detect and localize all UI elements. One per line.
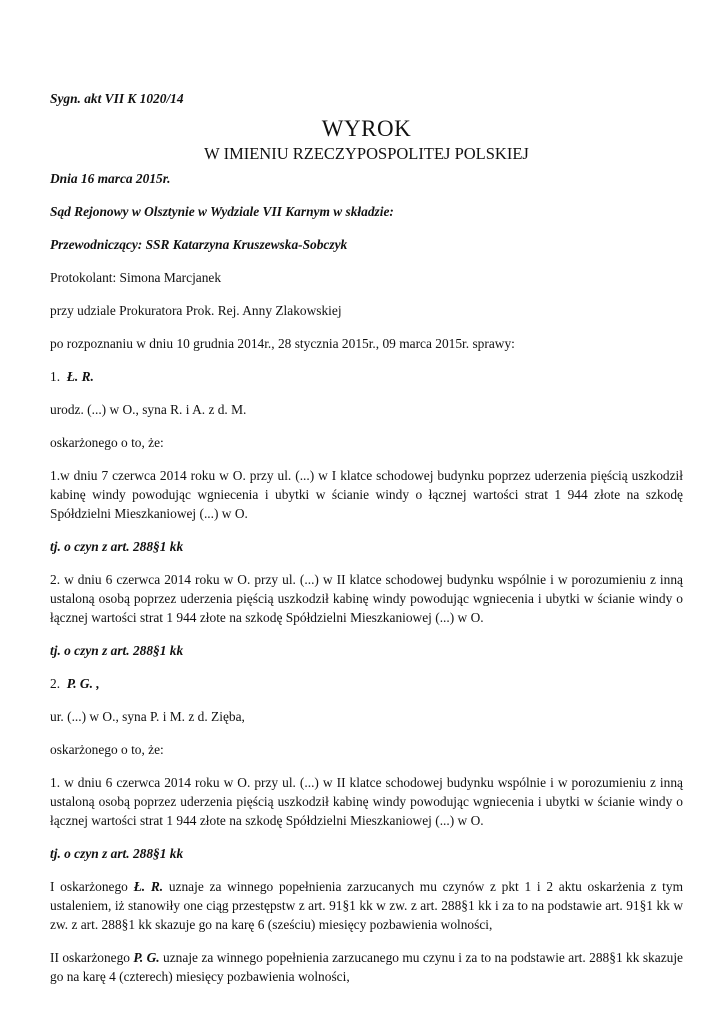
defendant-2-name: P. G. , — [66, 676, 100, 691]
defendant-2-charge-1: 1. w dniu 6 czerwca 2014 roku w O. przy ul. (...) w II klatce schodowej budynku wspólnie i w porozumieniu z inną ustaloną osobą poprzez uderzenia pięścią uszkodził kabinę windy powodując wgniecenia i ubytki w ścianie windy o łącznej wartości strat 1 944 złote na szkodę Spółdzielni Mieszkaniowej (...) w O. — [50, 775, 683, 828]
verdict-2 — [50, 948, 683, 986]
document-body — [50, 89, 683, 1000]
defendant-2-number: 2. — [50, 676, 61, 691]
defendant-1-charge-1: 1.w dniu 7 czerwca 2014 roku w O. przy ul. (...) w I klatce schodowej budynku poprzez uderzenia pięścią uszkodził kabinę windy powodując wgniecenia i ubytki w ścianie windy o łącznej wartości strat 1 944 złote na szkodę Spółdzielni Mieszkaniowej (...) w O. — [50, 468, 683, 521]
verdict-1 — [50, 877, 683, 934]
defendant-1-article-1: tj. o czyn z art. 288§1 kk — [50, 539, 184, 554]
presiding-judge: Przewodniczący: SSR Katarzyna Kruszewska-Sobczyk — [50, 237, 348, 252]
defendant-2-birth: ur. (...) w O., syna P. i M. z d. Zięba, — [50, 709, 245, 724]
verdict-1-prefix: I oskarżonego — [50, 879, 134, 894]
court-clerk: Protokolant: Simona Marcjanek — [50, 270, 222, 285]
defendant-1-number: 1. — [50, 369, 61, 384]
defendant-2-article-1: tj. o czyn z art. 288§1 kk — [50, 846, 184, 861]
verdict-1-name: Ł. R. — [133, 879, 164, 894]
defendant-1-accused-intro: oskarżonego o to, że: — [50, 435, 164, 450]
defendant-1-article-2: tj. o czyn z art. 288§1 kk — [50, 643, 184, 658]
case-signature: Sygn. akt VII K 1020/14 — [50, 91, 184, 106]
prosecutor-line: przy udziale Prokuratora Prok. Rej. Anny Zlakowskiej — [50, 303, 342, 318]
defendant-1-heading — [50, 367, 683, 386]
document-subtitle: W IMIENIU RZECZYPOSPOLITEJ POLSKIEJ — [204, 144, 529, 163]
verdict-2-name: P. G. — [133, 950, 160, 965]
defendant-1-birth: urodz. (...) w O., syna R. i A. z d. M. — [50, 402, 247, 417]
verdict-1-text: uznaje za winnego popełnienia zarzucanych mu czynów z pkt 1 i 2 aktu oskarżenia z tym ustaleniem, iż stanowiły one ciąg przestępstw z art. 91§1 kk w zw. z art. 288§1 kk i za to na podstawie art. 91§1 kk w zw. z art. 288§1 kk skazuje go na karę 6 (sześciu) miesięcy pozbawienia wolności, — [50, 879, 684, 932]
defendant-1-charge-2: 2. w dniu 6 czerwca 2014 roku w O. przy ul. (...) w II klatce schodowej budynku wspólnie i w porozumieniu z inną ustaloną osobą poprzez uderzenia pięścią uszkodził kabinę windy powodując wgniecenia i ubytki w ścianie windy o łącznej wartości strat 1 944 złote na szkodę Spółdzielni Mieszkaniowej (...) w O. — [50, 572, 683, 625]
verdict-2-prefix: II oskarżonego — [50, 950, 134, 965]
verdict-2-text: uznaje za winnego popełnienia zarzucanego mu czynu i za to na podstawie art. 288§1 kk skazuje go na karę 4 (czterech) miesięcy pozbawienia wolności, — [50, 950, 683, 984]
defendant-2-accused-intro: oskarżonego o to, że: — [50, 742, 164, 757]
defendant-1-name: Ł. R. — [66, 369, 94, 384]
judgment-date: Dnia 16 marca 2015r. — [50, 171, 171, 186]
document-title: WYROK — [321, 116, 412, 141]
hearing-dates: po rozpoznaniu w dniu 10 grudnia 2014r., 28 stycznia 2015r., 09 marca 2015r. sprawy: — [50, 336, 515, 351]
defendant-2-heading — [50, 674, 683, 693]
court-composition: Sąd Rejonowy w Olsztynie w Wydziale VII Karnym w składzie: — [50, 204, 394, 219]
